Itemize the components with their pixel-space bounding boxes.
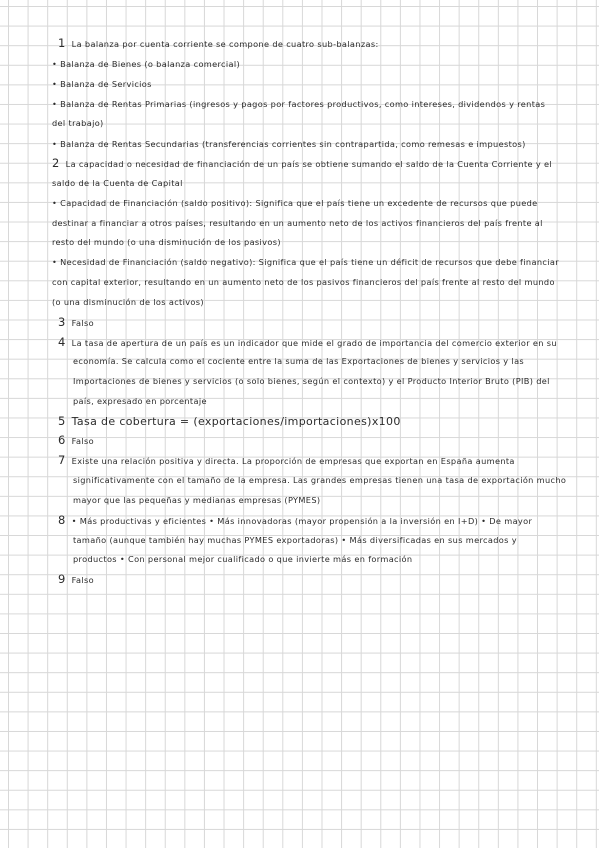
text-line: (o una disminución de los activos) [52, 297, 204, 307]
item-number: 7 [58, 453, 66, 467]
item-7 [58, 454, 515, 467]
bullet-line: • Balanza de Servicios [52, 79, 152, 89]
item-6 [58, 434, 94, 447]
item-text: Existe una relación positiva y directa. La proporción de empresas que exportan en España aumenta [71, 456, 515, 466]
item-text: La capacidad o necesidad de financiación de un país se obtiene sumando el saldo de la Cuenta Corriente y el [65, 159, 553, 169]
item-text: La balanza por cuenta corriente se compone de cuatro sub-balanzas: [71, 39, 379, 49]
text-line: saldo de la Cuenta de Capital [52, 178, 183, 188]
item-5 [58, 415, 401, 428]
text-line: país, expresado en porcentaje [73, 396, 207, 406]
item-text: Falso [71, 575, 94, 585]
item-number: 4 [58, 335, 66, 349]
bullet-line: • Capacidad de Financiación (saldo positivo): Significa que el país tiene un excedente de recursos que puede [52, 198, 538, 208]
text-line: mayor que las pequeñas y medianas empresas (PYMES) [73, 495, 321, 505]
text-line: destinar a financiar a otros países, resultando en un aumento neto de los activos financieros del país frente al [52, 218, 543, 228]
text-line: del trabajo) [52, 118, 104, 128]
text-line: economía. Se calcula como el cociente entre la suma de las Exportaciones de bienes y servicios y las [73, 356, 525, 366]
bullet-line: • Balanza de Bienes (o balanza comercial) [52, 59, 241, 69]
item-text: Falso [71, 436, 94, 446]
item-number: 1 [58, 36, 66, 50]
item-1 [58, 37, 379, 50]
text-line: productos • Con personal mejor cualificado o que invierte más en formación [73, 554, 413, 564]
text-line: significativamente con el tamaño de la empresa. Las grandes empresas tienen una tasa de exportación mucho [73, 475, 567, 485]
item-2 [52, 157, 552, 170]
item-text: • Más productivas y eficientes • Más innovadoras (mayor propensión a la inversión en I+D) • De mayor [71, 516, 533, 526]
item-number: 3 [58, 315, 66, 329]
text-line: con capital exterior, resultando en un aumento neto de los pasivos financieros del país frente al resto del mundo [52, 277, 555, 287]
item-number: 8 [58, 513, 66, 527]
item-text: La tasa de apertura de un país es un indicador que mide el grado de importancia del comercio exterior en su [71, 338, 557, 348]
item-9 [58, 573, 94, 586]
bullet-line: • Balanza de Rentas Secundarias (transferencias corrientes sin contrapartida, como remesas e impuestos) [52, 139, 526, 149]
item-number: 2 [52, 156, 60, 170]
item-number: 6 [58, 433, 66, 447]
bullet-line: • Necesidad de Financiación (saldo negativo): Significa que el país tiene un déficit de recursos que debe financiar [52, 257, 559, 267]
item-3 [58, 316, 94, 329]
bullet-line: • Balanza de Rentas Primarias (ingresos y pagos por factores productivos, como intereses, dividendos y rentas [52, 99, 546, 109]
item-text: Falso [71, 318, 94, 328]
item-4 [58, 336, 557, 349]
item-number: 5 [58, 414, 66, 428]
item-8 [58, 514, 532, 527]
item-text: Tasa de cobertura = (exportaciones/importaciones)x100 [71, 415, 401, 428]
text-line: resto del mundo (o una disminución de los pasivos) [52, 237, 281, 247]
text-line: tamaño (aunque también hay muchas PYMES exportadoras) • Más diversificadas en sus mercados y [73, 535, 517, 545]
text-line: Importaciones de bienes y servicios (o solo bienes, según el contexto) y el Producto Interior Bruto (PIB) del [73, 376, 550, 386]
item-number: 9 [58, 572, 66, 586]
